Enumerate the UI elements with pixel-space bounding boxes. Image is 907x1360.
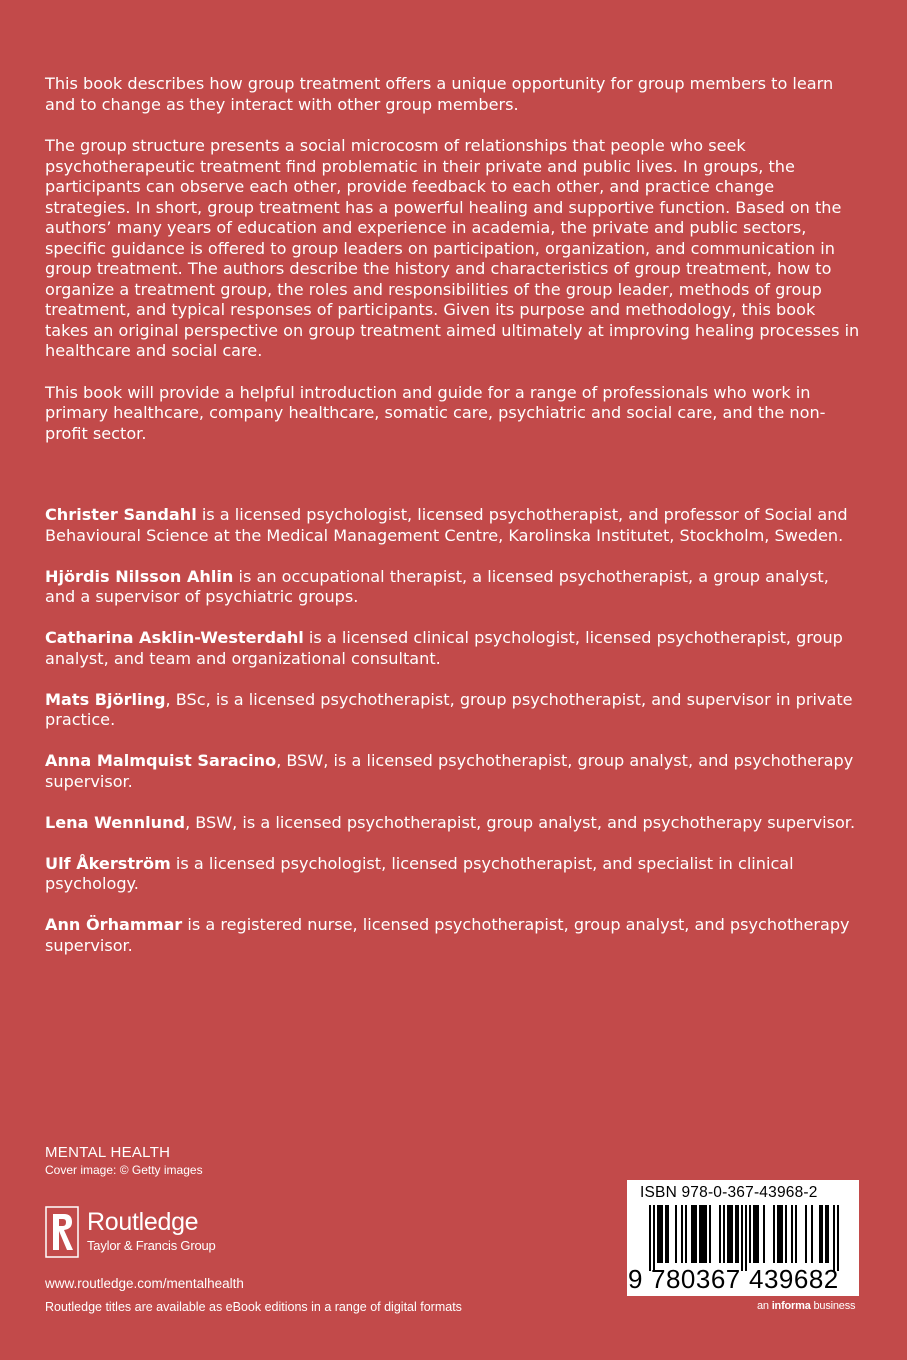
barcode-bar — [719, 1205, 721, 1263]
barcode-bar — [827, 1205, 829, 1263]
barcode-bar — [693, 1205, 695, 1263]
barcode-bar — [675, 1205, 677, 1263]
barcode-bars — [637, 1205, 849, 1271]
author-name: Ulf Åkerström — [45, 853, 171, 873]
author-bio-text: , BSW, is a licensed psychotherapist, group analyst, and psychotherapy supervisor. — [45, 751, 854, 791]
barcode-bar — [749, 1205, 751, 1263]
barcode-bar — [785, 1205, 787, 1263]
informa-suffix: business — [810, 1300, 856, 1312]
informa-tagline — [757, 1299, 855, 1313]
barcode-bar — [657, 1205, 659, 1263]
barcode-bar — [741, 1205, 743, 1271]
barcode-bar — [729, 1205, 731, 1263]
barcode-bar — [757, 1205, 759, 1263]
barcode-bar — [795, 1205, 797, 1263]
barcode-bar — [659, 1205, 661, 1263]
author-name: Mats Björling — [45, 689, 166, 709]
barcode-bar — [773, 1205, 775, 1263]
publisher-footer — [45, 1144, 545, 1291]
barcode-bar — [779, 1205, 781, 1263]
barcode-digit-first: 9 — [628, 1264, 643, 1294]
description-paragraph: The group structure presents a social microcosm of relationships that people who seek psychotherapeutic treatment find problematic in their private and public lives. In groups, the participants can observe each other, provide feedback to each other, and practice change strategies. In short, group treatment has a powerful healing and supportive function. Based on the authors’ many years of education and experience in academia, the private and public sectors, specific guidance is offered to group leaders on participation, organization, and communication in group treatment. The authors describe the history and characteristics of group treatment, how to organize a treatment group, the roles and responsibilities of the group leader, methods of group treatment, and typical responses of participants. Given its purpose and methodology, this book takes an original perspective on group treatment aimed ultimately at improving healing processes in healthcare and social care. — [45, 136, 860, 360]
author-name: Lena Wennlund — [45, 812, 186, 832]
barcode-bar — [705, 1205, 707, 1263]
barcode-bar — [649, 1205, 651, 1271]
barcode-bar — [755, 1205, 757, 1263]
barcode-bar — [791, 1205, 793, 1263]
barcode-bar — [781, 1205, 783, 1263]
barcode-bar — [699, 1205, 701, 1263]
barcode-bar — [819, 1205, 821, 1263]
subject-category: MENTAL HEALTH — [45, 1144, 171, 1161]
author-bio — [45, 628, 860, 669]
barcode-bar — [821, 1205, 823, 1263]
author-name: Anna Malmquist Saracino — [45, 751, 277, 770]
barcode-bar — [653, 1205, 655, 1271]
barcode-bar — [777, 1205, 779, 1263]
publisher-logo — [45, 1206, 305, 1258]
barcode-bar — [745, 1205, 747, 1271]
barcode-bar — [727, 1205, 729, 1263]
author-bio — [45, 813, 860, 834]
barcode-digits-right: 439682 — [749, 1264, 839, 1294]
author-bio-text: is an occupational therapist, a licensed psychotherapist, a group analyst, and a supervisor of psychiatric groups. — [45, 566, 829, 606]
barcode-bar — [685, 1205, 687, 1263]
barcode-bar — [691, 1205, 693, 1263]
barcode-bar — [811, 1205, 813, 1263]
author-bio — [45, 751, 860, 792]
barcode-bar — [737, 1205, 739, 1263]
barcode-bar — [709, 1205, 711, 1263]
informa-prefix: an — [757, 1300, 772, 1312]
barcode-bar — [661, 1205, 663, 1263]
barcode-bar — [837, 1205, 839, 1271]
informa-brand: informa — [771, 1300, 811, 1312]
barcode-bar — [805, 1205, 807, 1263]
barcode-digits — [627, 1264, 859, 1294]
author-bio — [45, 690, 860, 731]
barcode-bar — [681, 1205, 683, 1263]
publisher-website[interactable]: www.routledge.com/mentalhealth — [45, 1276, 244, 1291]
isbn-barcode — [627, 1180, 859, 1296]
barcode-bar — [735, 1205, 737, 1263]
barcode-bar — [701, 1205, 703, 1263]
barcode-bar — [695, 1205, 697, 1263]
author-name: Christer Sandahl — [45, 505, 197, 524]
barcode-bar — [703, 1205, 705, 1263]
barcode-bar — [731, 1205, 733, 1263]
author-bio-text: is a registered nurse, licensed psychotherapist, group analyst, and psychotherapy supervisor. — [45, 915, 850, 955]
author-name: Catharina Asklin-Westerdahl — [45, 628, 304, 647]
author-bio — [45, 567, 860, 608]
author-bios — [45, 505, 860, 977]
book-description — [45, 74, 860, 465]
author-name: Ann Örhammar — [45, 915, 183, 934]
barcode-bar — [763, 1205, 765, 1263]
author-bio — [45, 915, 860, 956]
barcode-bar — [665, 1205, 667, 1263]
author-bio-text: is a licensed psychologist, licensed psychotherapist, and specialist in clinical psychology. — [45, 853, 794, 893]
author-name: Hjördis Nilsson Ahlin — [45, 566, 234, 586]
author-bio-text: is a licensed clinical psychologist, licensed psychotherapist, group analyst, and team and organizational consultant. — [45, 628, 843, 668]
barcode-bar — [753, 1205, 755, 1263]
author-bio-text: is a licensed psychologist, licensed psychotherapist, and professor of Social and Behavioural Science at the Medical Management Centre, Karolinska Institutet, Stockholm, Sweden. — [45, 505, 848, 545]
description-paragraph: This book will provide a helpful introduction and guide for a range of professionals who work in primary healthcare, company healthcare, somatic care, psychiatric and social care, and the non-profit sector. — [45, 382, 826, 443]
barcode-bar — [667, 1205, 669, 1263]
description-paragraph: This book describes how group treatment offers a unique opportunity for group members to learn and to change as they interact with other group members. — [45, 74, 834, 114]
ebook-note: Routledge titles are available as eBook editions in a range of digital formats — [45, 1300, 462, 1314]
routledge-logo-icon — [45, 1206, 79, 1258]
barcode-digits-left: 780367 — [651, 1264, 741, 1294]
cover-credit: Cover image: © Getty images — [45, 1163, 203, 1177]
publisher-group: Taylor & Francis Group — [87, 1238, 216, 1253]
publisher-name: Routledge — [87, 1208, 199, 1236]
author-bio-text: , BSc, is a licensed psychotherapist, group psychotherapist, and supervisor in private practice. — [45, 689, 853, 729]
author-bio-text: , BSW, is a licensed psychotherapist, group analyst, and psychotherapy supervisor. — [185, 812, 856, 832]
barcode-bar — [825, 1205, 827, 1263]
barcode-bar — [833, 1205, 835, 1271]
barcode-bar — [723, 1205, 725, 1263]
isbn-label: ISBN 978-0-367-43968-2 — [640, 1184, 818, 1201]
author-bio — [45, 505, 860, 546]
author-bio — [45, 854, 860, 895]
